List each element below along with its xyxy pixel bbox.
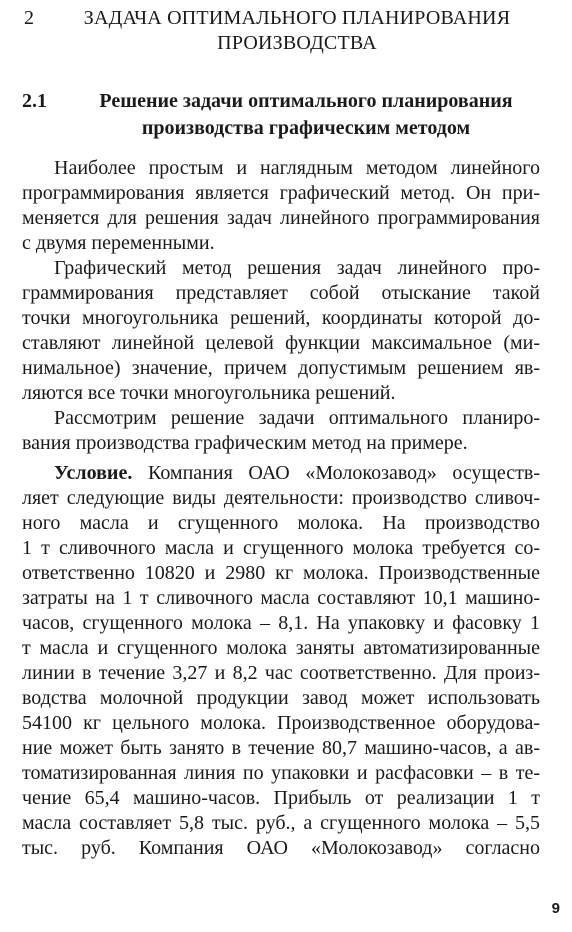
chapter-number: 2 (24, 7, 34, 29)
page-number: 9 (551, 900, 560, 917)
condition-label: Условие. (54, 462, 133, 484)
text-line: Рассмотрим решение задачи оптимального планиро- (54, 407, 540, 429)
text-line: часов, сгущенного молока – 8,1. На упаковку и фасовку 1 (22, 612, 540, 634)
text-line: масла составляет 5,8 тыс. руб., а сгущенного молока – 5,5 (22, 812, 540, 834)
chapter-title-line: ПРОИЗВОДСТВА (217, 32, 377, 54)
text-line: 54100 кг цельного молока. Производственное оборудова- (22, 712, 540, 734)
intro-paragraphs (22, 156, 540, 456)
text-line: чение 65,4 машино-часов. Прибыль от реализации 1 т (22, 787, 540, 809)
chapter-heading (0, 6, 572, 56)
text-line: программирования является графический метод. Он при- (22, 182, 540, 204)
section-heading (0, 88, 572, 142)
chapter-title (0, 6, 572, 56)
text-line: томатизированная линия по упаковки и расфасовки – в те- (22, 762, 540, 784)
paragraph (22, 156, 540, 256)
section-title-line: Решение задачи оптимального планирования (99, 90, 513, 112)
text-line: 1 т сливочного масла и сгущенного молока требуется со- (22, 537, 540, 559)
text-line: вания производства графическим метод на примере. (22, 432, 468, 454)
text-line: затраты на 1 т сливочного масла составляют 10,1 машино- (22, 587, 540, 609)
text-line: ние может быть занято в течение 80,7 машино-часов, а ав- (22, 737, 540, 759)
text-line: линии в течение 3,27 и 8,2 час соответственно. Для произ- (22, 662, 540, 684)
text-line: Наиболее простым и наглядным методом линейного (54, 157, 540, 179)
text-line: с двумя переменными. (22, 232, 215, 254)
condition-first-line: Компания ОАО «Молокозавод» осуществ- (147, 462, 541, 484)
text-line: тыс. руб. Компания ОАО «Молокозавод» согласно (22, 837, 540, 859)
text-line: точки многоугольника решений, координаты которой до- (22, 307, 540, 329)
text-line: т масла и сгущенного молока заняты автоматизированные (22, 637, 540, 659)
text-line: водства молочной продукции завод может использовать (22, 687, 540, 709)
section-number: 2.1 (22, 90, 47, 112)
section-title (0, 88, 572, 142)
text-line: нимальное) значение, причем допустимым решением яв- (22, 357, 540, 379)
text-line: граммирования представляет собой отыскание такой (22, 282, 540, 304)
condition-paragraph (22, 461, 540, 861)
text-line (22, 461, 540, 486)
paragraph (22, 256, 540, 406)
chapter-title-line: ЗАДАЧА ОПТИМАЛЬНОГО ПЛАНИРОВАНИЯ (83, 7, 511, 29)
text-line: меняется для решения задач линейного программирования (22, 207, 540, 229)
text-line: Графический метод решения задач линейного про- (54, 257, 540, 279)
text-line: ответственно 10820 и 2980 кг молока. Производственные (22, 562, 540, 584)
text-line: ляются все точки многоугольника решений. (22, 382, 396, 404)
paragraph (22, 406, 540, 456)
section-title-line: производства графическим методом (141, 117, 471, 139)
text-line: ного масла и сгущенного молока. На производство (22, 512, 540, 534)
text-line: ляет следующие виды деятельности: производство сливоч- (22, 487, 540, 509)
text-line: ставляют линейной целевой функции максимальное (ми- (22, 332, 540, 354)
